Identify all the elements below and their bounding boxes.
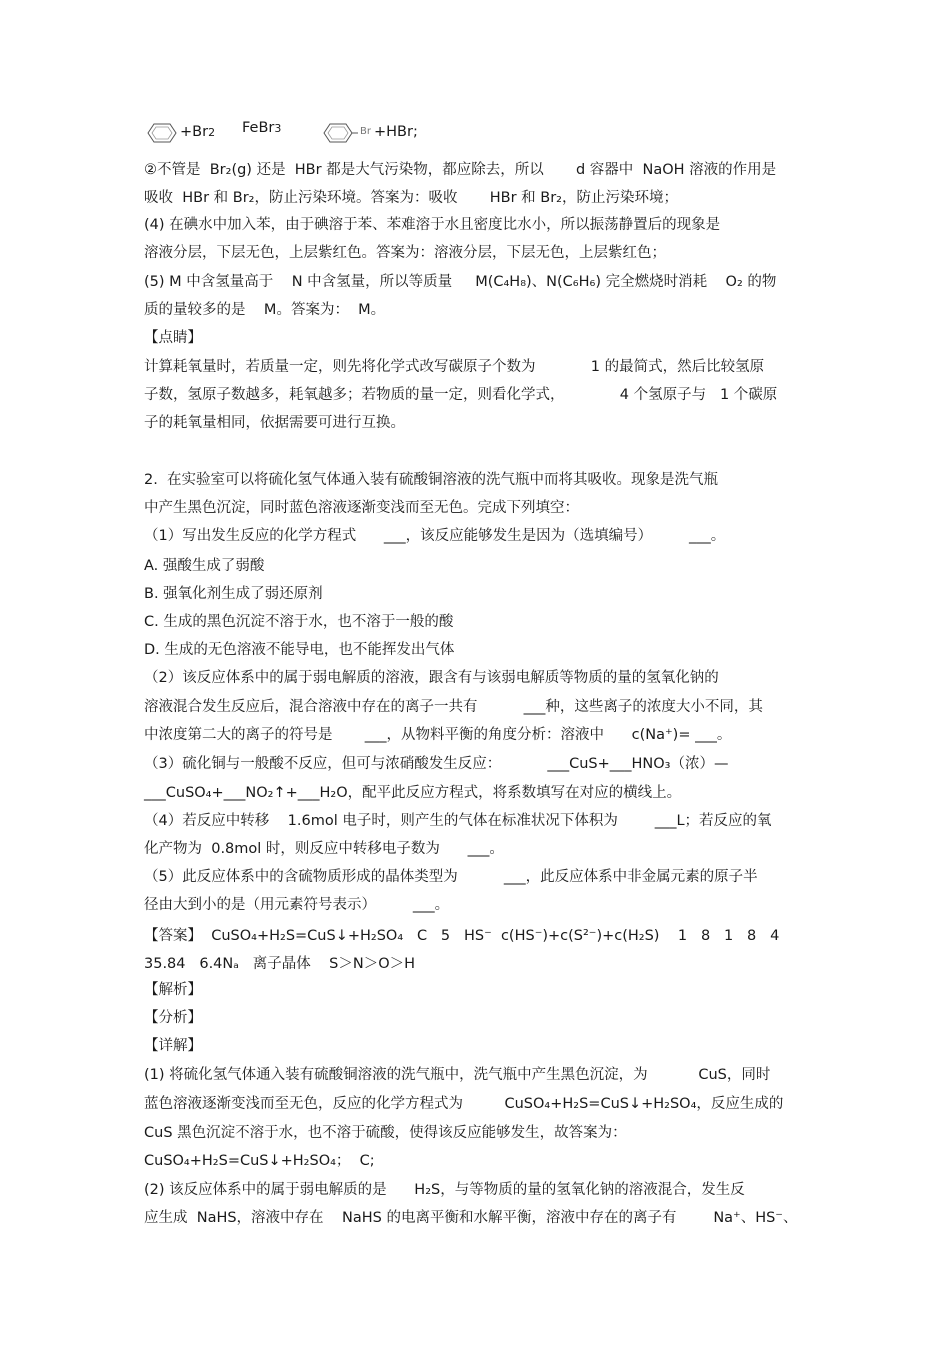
section-heading: 【点睛】 — [144, 330, 202, 346]
answer-line: 【答案】 CuSO₄+H₂S=CuS↓+H₂SO₄ C 5 HS⁻ c(HS⁻)+c(S²⁻)+c(H₂S) 1 8 1 8 4 — [144, 928, 780, 944]
question-text: 化产物为 0.8mol 时，则反应中转移电子数为 ___。 — [144, 841, 504, 857]
question-text: 中浓度第二大的离子的符号是 ___，从物料平衡的角度分析：溶液中 c(Na⁺)= ___。 — [144, 727, 732, 743]
text-line: 吸收 HBr 和 Br₂，防止污染环境。答案为：吸收 HBr 和 Br₂，防止污染环境； — [144, 190, 678, 206]
text-line: CuSO₄+H₂S=CuS↓+H₂SO₄； C; — [144, 1153, 375, 1169]
catalyst-label: FeBr3 — [242, 120, 282, 136]
text-line: ②不管是 Br₂(g) 还是 HBr 都是大气污染物，都应除去，所以 d 容器中 NaOH 溶液的作用是 — [144, 162, 777, 178]
text-line: (4) 在碘水中加入苯，由于碘溶于苯、苯难溶于水且密度比水小，所以振荡静置后的现象是 — [144, 217, 721, 233]
text-line: 子的耗氧量相同，依据需要可进行互换。 — [144, 415, 405, 431]
question-text: （5）此反应体系中的含硫物质形成的晶体类型为 ___，此反应体系中非金属元素的原子半 — [144, 869, 758, 885]
text-line: 应生成 NaHS，溶液中存在 NaHS 的电离平衡和水解平衡，溶液中存在的离子有 Na⁺、HS⁻、 — [144, 1210, 798, 1226]
text-line: 子数，氢原子数越多，耗氧越多；若物质的量一定，则看化学式， 4 个氢原子与 1 个碳原 — [144, 387, 778, 403]
question-text: 2. 在实验室可以将硫化氢气体通入装有硫酸铜溶液的洗气瓶中而将其吸收。现象是洗气瓶 — [144, 472, 719, 488]
text-line: 溶液分层，下层无色，上层紫红色。答案为：溶液分层，下层无色，上层紫红色； — [144, 245, 666, 261]
product-plus-hbr: +HBr; — [374, 124, 418, 140]
text-line: (1) 将硫化氢气体通入装有硫酸铜溶液的洗气瓶中，洗气瓶中产生黑色沉淀，为 CuS，同时 — [144, 1067, 771, 1083]
question-text: （2）该反应体系中的属于弱电解质的溶液，跟含有与该弱电解质等物质的量的氢氧化钠的 — [144, 670, 719, 686]
bromobenzene-ring-icon — [318, 122, 358, 144]
question-text: （3）硫化铜与一般酸不反应，但可与浓硝酸发生反应： ___CuS+___HNO₃（浓）— — [144, 756, 729, 772]
option-c: C. 生成的黑色沉淀不溶于水，也不溶于一般的酸 — [144, 614, 454, 630]
text-line: 计算耗氧量时，若质量一定，则先将化学式改写碳原子个数为 1 的最简式，然后比较氢原 — [144, 359, 765, 375]
text-line: CuS 黑色沉淀不溶于水，也不溶于硫酸，使得该反应能够发生，故答案为： — [144, 1125, 627, 1141]
bromo-group-label: Br — [360, 126, 371, 137]
question-text: 溶液混合发生反应后，混合溶液中存在的离子一共有 ___种，这些离子的浓度大小不同，其 — [144, 699, 763, 715]
section-heading: 【详解】 — [144, 1038, 202, 1054]
section-heading: 【解析】 — [144, 982, 202, 998]
text-line: 质的量较多的是 M。答案为： M。 — [144, 302, 386, 318]
question-text: （1）写出发生反应的化学方程式 ___，该反应能够发生是因为（选填编号） ___。 — [144, 528, 726, 544]
question-text: （4）若反应中转移 1.6mol 电子时，则产生的气体在标准状况下体积为 ___L；若反应的氧 — [144, 813, 772, 829]
option-b: B. 强氧化剂生成了弱还原剂 — [144, 586, 323, 602]
answer-line: 35.84 6.4Nₐ 离子晶体 S＞N＞O＞H — [144, 956, 416, 972]
option-a: A. 强酸生成了弱酸 — [144, 558, 265, 574]
reactant-plus-br: +Br2 — [180, 124, 216, 140]
section-heading: 【分析】 — [144, 1010, 202, 1026]
text-line: 蓝色溶液逐渐变浅而至无色，反应的化学方程式为 CuSO₄+H₂S=CuS↓+H₂SO₄，反应生成的 — [144, 1096, 784, 1112]
text-line: (2) 该反应体系中的属于弱电解质的是 H₂S，与等物质的量的氢氧化钠的溶液混合，发生反 — [144, 1182, 745, 1198]
question-text: 中产生黑色沉淀，同时蓝色溶液逐渐变浅而至无色。完成下列填空： — [144, 500, 579, 516]
option-d: D. 生成的无色溶液不能导电，也不能挥发出气体 — [144, 642, 455, 658]
benzene-ring-icon — [142, 122, 182, 144]
question-text: 径由大到小的是（用元素符号表示） ___。 — [144, 897, 450, 913]
text-line: (5) M 中含氢量高于 N 中含氢量，所以等质量 M(C₄H₈)、N(C₆H₆) 完全燃烧时消耗 O₂ 的物 — [144, 274, 777, 290]
question-text: ___CuSO₄+___NO₂↑+___H₂O，配平此反应方程式，将系数填写在对应的横线上。 — [144, 785, 682, 801]
